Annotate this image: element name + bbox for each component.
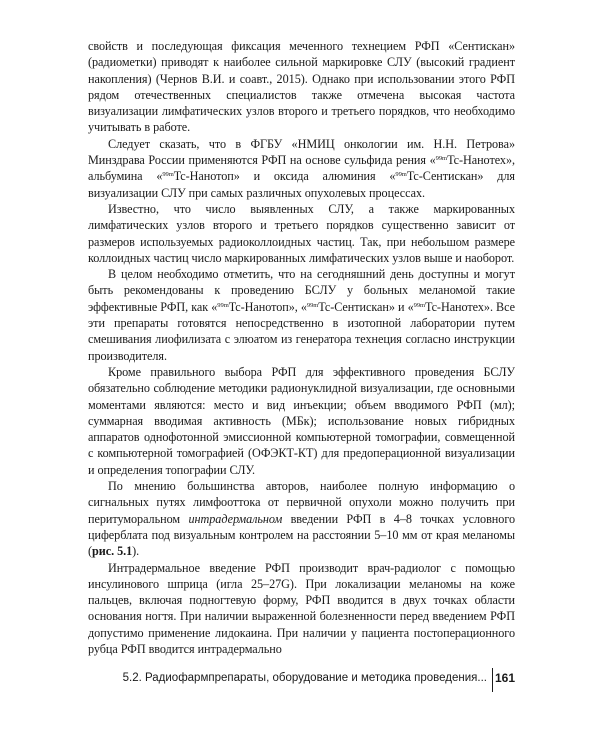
paragraph-2-text-b: Tc-Нанотех», альбумина « [88,153,515,184]
paragraph-4-text-b: Tc-Нанотоп», « [228,299,307,314]
paragraph-5: Кроме правильного выбора РФП для эффективного проведения БСЛУ обязательно соблюдение методики радионуклидной визуализации, где основными моментами являются: место и вид инъекции; объем вводимого РФП (мл); суммарная вводимая активность (МБк); использование новых гибридных аппаратов однофотонной эмиссионной компьютерной томографии, совмещенной с компьютерной томографией (ОФЭКТ-КТ) для предоперационной визуализации и определения топографии СЛУ. [88,364,515,477]
running-title: 5.2. Радиофармпрепараты, оборудование и методика проведения... [122,672,487,684]
isotope-superscript: 99m [435,155,448,163]
paragraph-4-text-a: В целом необходимо отметить, что на сегодняшний день доступны и могут быть рекомендованы к проведению БСЛУ у больных меланомой такие эффективные РФП, как « [88,267,515,314]
italic-term: интрадермальном [188,511,283,526]
paragraph-6-text-b: введении РФП в 4–8 точках условного циферблата под визуальным контролем на расстоянии 5–10 мм от края меланомы ( [88,511,516,559]
figure-reference-link[interactable]: рис. 5.1 [92,544,133,559]
paragraph-2 [88,136,515,201]
isotope-superscript: 99m [395,171,407,179]
isotope-superscript: 99m [162,171,174,179]
page-body [88,38,515,657]
isotope-superscript: 99m [413,301,426,309]
page-footer [88,670,515,690]
paragraph-2-text-a: Следует сказать, что в ФГБУ «НМИЦ онкологии им. Н.Н. Петрова» Минздрава России применяются РФП на основе сульфида рения « [88,136,515,168]
page-number: 161 [494,671,515,685]
paragraph-6-text-a: По мнению большинства авторов, наиболее полную информацию о сигнальных путях лимфооттока от первичной опухоли можно получить при перитуморальном [88,479,515,526]
paragraph-2-text-c: Tc-Нанотоп» и оксида алюминия « [173,169,396,184]
paragraph-4-text-c: Tc-Сентискан» и « [318,299,414,314]
paragraph-2-text-d: Tc-Сентискан» для визуализации СЛУ при самых различных опухолевых процессах. [88,169,515,200]
isotope-superscript: 99m [306,301,319,309]
paragraph-7: Интрадермальное введение РФП производит врач-радиолог с помощью инсулинового шприца (игла 25–27G). При локализации меланомы на коже пальцев, включая подногтевую форму, РФП вводится в двух точках области основания ногтя. При наличии выраженной болезненности перед введением РФП допустимо применение лидокаина. При наличии у пациента постоперационного рубца РФП вводится интрадермально [88,560,515,656]
paragraph-6 [88,478,515,559]
isotope-superscript: 99m [217,301,229,309]
paragraph-1: свойств и последующая фиксация меченного технецием РФП «Сентискан» (радиометки) приводят к наиболее сильной маркировке СЛУ (высокий градиент накопления) (Чернов В.И. и соавт., 2015). Однако при использовании этого РФП рядом отечественных специалистов также отмечена высокая частота визуализации лимфатических узлов второго и третьего порядков, что необходимо учитывать в работе. [88,39,515,135]
paragraph-3: Известно, что число выявленных СЛУ, а также маркированных лимфатических узлов второго и третьего порядков существенно зависит от размеров используемых радиоколлоидных частиц. Так, при небольшом размере коллоидных частиц число маркированных лимфатических узлов выше и наоборот. [88,201,515,265]
paragraph-4-text-d: Tc-Нанотех». Все эти препараты готовятся непосредственно в изотопной лаборатории путем смешивания лиофилизата с элюатом из генератора технеция согласно инструкции производителя. [88,299,515,363]
paragraph-4 [88,266,515,364]
footer-divider [492,668,493,692]
paragraph-6-text-c: ). [132,544,140,559]
